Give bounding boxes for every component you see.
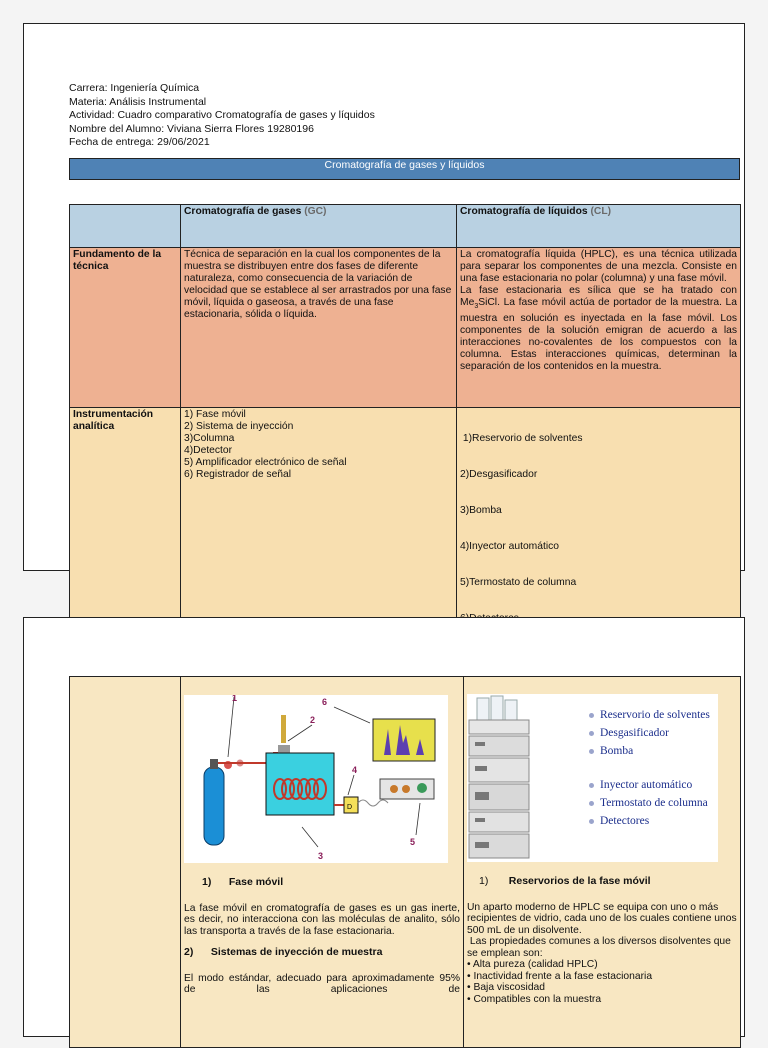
gc-instrument-diagram [184,695,448,863]
cylinder-valve-icon [210,759,218,769]
comparison-table-continued [69,676,741,1048]
legend-label: Inyector automático [600,779,693,791]
activity-line: Actividad: Cuadro comparativo Cromatografía de gases y líquidos [69,109,375,121]
list-item [589,794,710,812]
list-item: 6) Registrador de señal [184,469,292,480]
solvent-bottle-icon [477,698,489,720]
hplc-legend [589,706,710,830]
table-row-instrumentacion [70,408,741,651]
gc-section1-title: Fase móvil [228,876,284,888]
cell-cl-diagram [464,677,741,1048]
gc-section2-text: El modo estándar, adecuado para aproximadamente 95% de las aplicaciones de [184,972,460,995]
gas-cylinder-icon [204,767,224,845]
list-item [589,742,710,760]
table-row-diagrams [70,677,741,1048]
list-item [589,724,710,742]
title-banner: Cromatografía de gases y líquidos [69,158,740,180]
student-line: Nombre del Alumno: Viviana Sierra Flores 19280196 [69,122,314,135]
label-6: 6 [322,697,328,707]
hplc-instrument-image [467,694,718,862]
cell-gc-diagram [181,677,464,1048]
column-oven-icon [266,753,334,815]
legend-label: Bomba [600,745,634,757]
cl-section1-num: 1) [479,875,489,887]
legend-label: Reservorio de solventes [600,709,710,721]
row-label-empty [70,677,181,1048]
table-row-fundamento [70,248,741,408]
table-header-row [70,205,741,248]
document-page-1 [23,23,745,588]
list-item: 1) Fase móvil [184,409,246,420]
list-item: • Compatibles con la muestra [467,993,602,1005]
gc-section2-title: Sistemas de inyección de muestra [210,946,383,958]
list-item: • Baja viscosidad [467,982,546,993]
list-item: 2) Sistema de inyección [184,421,294,432]
document-page-2 [23,617,745,1037]
cell-fundamento-cl [457,248,741,408]
gc-section2-num: 2) [184,946,194,958]
label-3: 3 [318,851,324,861]
gc-text-block [181,877,463,996]
cl-properties-list [467,959,737,1005]
list-item [589,706,710,724]
header-cl-abbr: (CL) [590,206,612,217]
gc-section1-heading [184,877,460,889]
header-cl [457,205,741,248]
list-item: 5) Amplificador electrónico de señal [184,457,347,468]
list-item: 4)Detector [184,445,233,456]
legend-label: Desgasificador [600,727,669,739]
cell-instrumentacion-cl [457,408,741,651]
label-4: 4 [352,765,358,775]
header-gc [181,205,457,248]
row-label-instrumentacion: Instrumentación analítica [70,408,181,651]
header-gc-title: Cromatografía de gases [184,206,302,217]
list-item: 1)Reservorio de solventes [460,433,583,444]
list-item: 5)Termostato de columna [460,577,577,588]
detector-label: D [347,804,353,811]
cl-p2-sub: 3 [474,303,479,311]
row-label-fundamento: Fundamento de la técnica [70,248,181,408]
header-empty-cell [70,205,181,248]
list-item: 4)Inyector automático [460,541,560,552]
cell-fundamento-gc: Técnica de separación en la cual los componentes de la muestra se distribuyen entre dos fases de diferente naturaleza, como consecuencia de la variación de velocidad que se establece al ser arrastrados por una fase móvil, líquida o gaseosa, a través de una fase estacionaria, sólida o líquida. [181,248,457,408]
legend-label: Detectores [600,815,650,827]
gc-schematic-image [184,695,448,863]
solvent-bottle-icon [491,696,503,720]
list-item [589,776,710,794]
hplc-stack-image [467,694,585,862]
cl-section1-title: Reservorios de la fase móvil [508,875,651,887]
cell-instrumentacion-gc [181,408,457,651]
label-5: 5 [410,837,416,847]
label-2: 2 [310,715,316,725]
comparison-table [69,204,741,651]
header-gc-abbr: (GC) [304,206,327,217]
cl-fundamento-p2 [460,285,737,373]
cl-section1-text2: Las propiedades comunes a los diversos disolventes que se emplean son: [467,936,734,959]
due-date-line: Fecha de entrega: 29/06/2021 [69,136,210,148]
header-cl-title: Cromatografía de líquidos [460,206,588,217]
list-item: 3)Columna [184,433,235,444]
list-item: 3)Bomba [460,505,502,516]
syringe-icon [281,715,286,743]
subject-line: Materia: Análisis Instrumental [69,95,207,108]
gc-section1-num: 1) [202,876,212,888]
cl-p2-pre: La fase estacionaria es sílica que se ha tratado con Me [460,285,737,308]
list-item [589,812,710,830]
career-line: Carrera: Ingeniería Química [69,82,200,94]
cl-fundamento-p1: La cromatografía líquida (HPLC), es una técnica utilizada para separar los componentes de una mezcla. Consiste en una fase estacionaria no polar (columna) y una fase móvil. [460,249,737,284]
legend-label: Termostato de columna [600,797,708,809]
label-1: 1 [232,695,238,703]
gc-section2-heading [184,947,460,959]
cl-section1-text: Un aparto moderno de HPLC se equipa con uno o más recipientes de vidrio, cada uno de los cuales contiene unos 500 mL de un disolvente. [467,901,737,936]
solvent-cabinet-icon [469,720,529,734]
cl-section1-heading [467,876,737,888]
cl-p2-post: SiCl. La fase móvil actúa de portador de la muestra. La muestra en solución es inyectada en la fase móvil. Los componentes de la solución emigran de acuerdo a las interacciones no-covalentes de los compuestos con la columna. Estas interacciones químicas, determinan la separación de los contenidos en la muestra. [460,297,737,373]
cl-text-block [464,876,740,1005]
gc-section1-text: La fase móvil en cromatografía de gases es un gas inerte, es decir, no interacciona con las moléculas de analito, sólo las transporta a través de la fase estacionaria. [184,902,460,937]
list-item: • Inactividad frente a la fase estacionaria [467,970,653,982]
header-info [69,82,375,150]
solvent-bottle-icon [505,700,517,720]
list-item: 2)Desgasificador [460,469,538,480]
list-item: • Alta pureza (calidad HPLC) [467,959,598,970]
